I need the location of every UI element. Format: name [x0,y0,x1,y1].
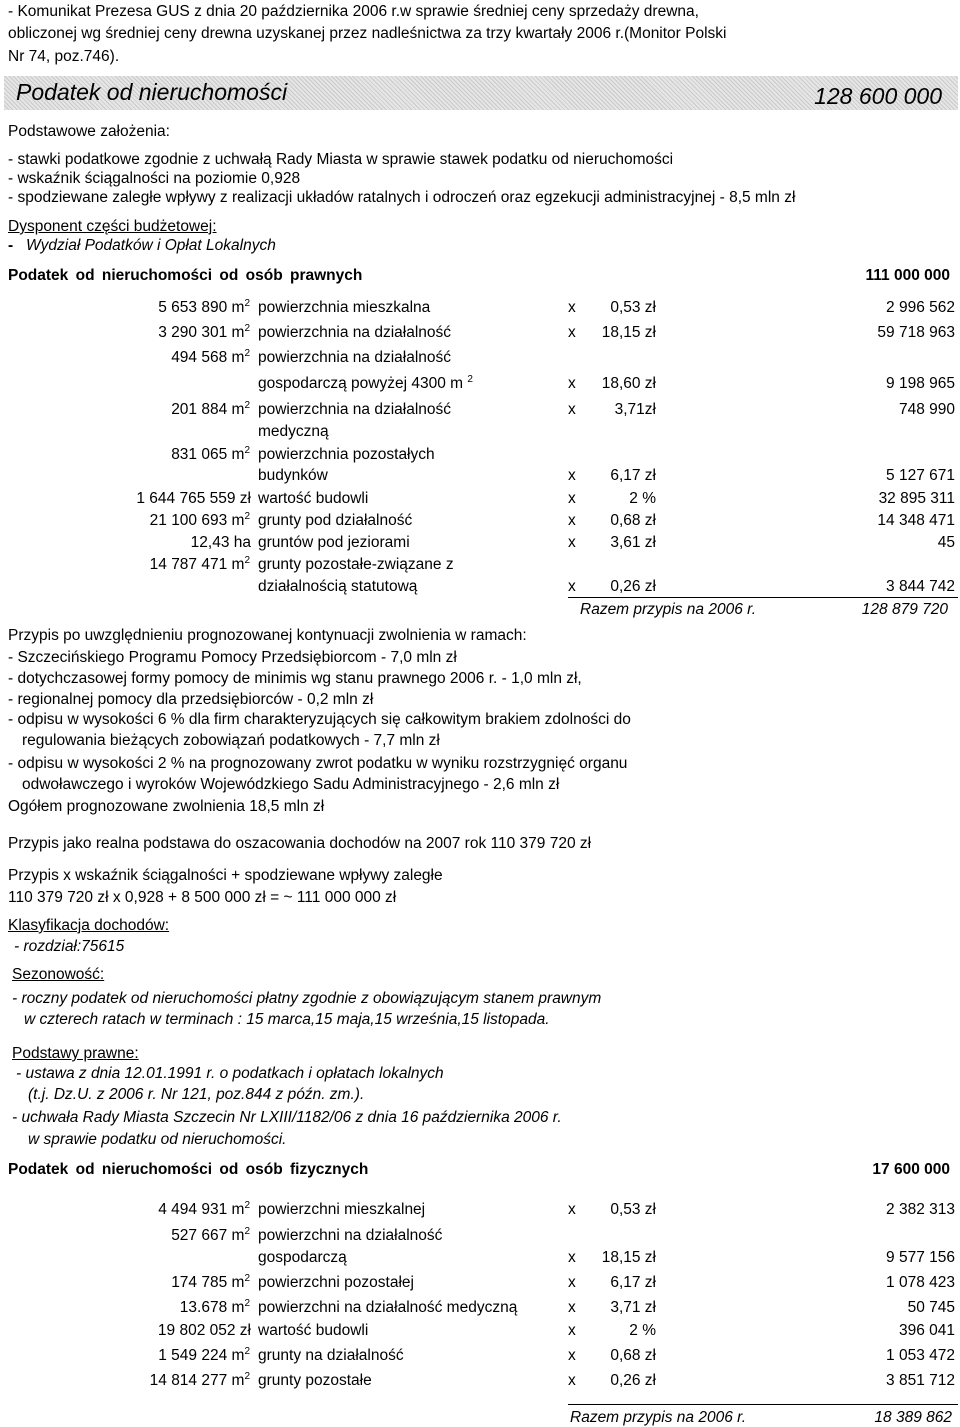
legal-row-amount: 2 996 562 [886,299,955,316]
natural-row-rate: 3,71 zł [610,1299,656,1316]
legal-row-desc: gruntów pod jeziorami [258,534,410,551]
superscript-2: 2 [244,1200,250,1211]
legal-row-amount: 5 127 671 [886,467,955,484]
superscript-2: 2 [244,1346,250,1357]
superscript-2: 2 [467,374,473,385]
legal-row-desc: powierzchnia mieszkalna [258,299,431,316]
natural-row-desc: powierzchni mieszkalnej [258,1201,426,1218]
legal-row-rate: 6,17 zł [610,467,656,484]
natural-row-amount: 1 053 472 [886,1347,955,1364]
natural-row-qty: 4 494 931 $m^2$ [158,1200,250,1218]
legal-row-multiply: x [568,490,576,507]
legal-row-desc-2: budynków [258,467,328,484]
legal-row-qty: 201 884 $m^2$ [171,400,250,418]
legal-row-desc: grunty pod działalność [258,512,413,529]
legal-row-rate: 18,60 zł [601,375,656,392]
superscript-2: 2 [244,323,250,334]
legal-row-multiply: x [568,401,576,418]
intro-line-3: Nr 74, poz.746). [8,48,120,65]
section-amount: 128 600 000 [814,83,942,109]
legal-row-rate: 2 % [629,490,656,507]
natural-row-amount: 1 078 423 [886,1274,955,1291]
relief-1: - Szczecińskiego Programu Pomocy Przedsiębiorcom - 7,0 mln zł [8,649,457,666]
legal-row-desc: powierzchnia na działalność [258,401,452,418]
legal-row-amount: 32 895 311 [878,490,955,507]
relief-total: Ogółem prognozowane zwolnienia 18,5 mln zł [8,798,325,815]
legal-row-desc: powierzchnia na działalność [258,324,452,341]
natural-row-amount: 396 041 [898,1322,955,1339]
legal-row-desc-2: gospodarczą powyżej 4300 m $^2$ [258,374,473,392]
natural-row-desc: powierzchni pozostałej [258,1274,414,1291]
legal-row-multiply: x [568,578,576,595]
natural-sum-value: 18 389 862 [874,1409,952,1426]
assumption-1: - stawki podatkowe zgodnie z uchwałą Rady Miasta w sprawie stawek podatku od nieruchomości [8,151,674,168]
superscript-2: 2 [244,1226,250,1237]
legal-row-qty: 1 644 765 559 zł [136,490,251,507]
natural-row-rate: 0,68 zł [610,1347,656,1364]
natural-row-multiply: x [568,1201,576,1218]
natural-row-rate: 0,26 zł [610,1372,656,1389]
legal-row-amount: 14 348 471 [877,512,955,529]
legal-row-qty: 12,43 ha [190,534,251,551]
natural-row-qty: 527 667 $m^2$ [171,1226,250,1244]
natural-row-qty: 19 802 052 zł [157,1322,251,1339]
legal-row-amount: 3 844 742 [886,578,955,595]
natural-row-qty: 14 814 277 $m^2$ [149,1371,250,1389]
assumptions-heading: Podstawowe założenia: [8,123,170,140]
intro-line-1: - Komunikat Prezesa GUS z dnia 20 października 2006 r.w sprawie średniej ceny sprzedaży drewna, [8,3,699,20]
legal-row-desc: powierzchnia na działalność [258,349,452,366]
superscript-2: 2 [244,1273,250,1284]
legal-row-multiply: x [568,467,576,484]
legal-row-rate: 0,68 zł [610,512,656,529]
legal-row-desc-2: działalnością statutową [258,578,418,595]
legal-row-qty: 831 065 $m^2$ [171,445,250,463]
natural-row-multiply: x [568,1249,576,1266]
relief-3: - regionalnej pomocy dla przedsiębiorców - 0,2 mln zł [8,691,374,708]
natural-total: 17 600 000 [872,1161,950,1178]
natural-row-amount: 9 577 156 [886,1249,955,1266]
legal-heading: Podatek od nieruchomości od osób prawnych [8,267,363,284]
section-title: Podatek od nieruchomości [16,79,288,105]
legal-row-multiply: x [568,534,576,551]
legal-row-qty: 21 100 693 $m^2$ [149,511,250,529]
natural-row-qty: 174 785 $m^2$ [171,1273,250,1291]
natural-row-multiply: x [568,1322,576,1339]
relief-2: - dotychczasowej formy pomocy de minimis wg stanu prawnego 2006 r. - 1,0 mln zł, [8,670,582,687]
relief-heading: Przypis po uwzględnieniu prognozowanej kontynuacji zwolnienia w ramach: [8,627,527,644]
dysponent-value: Wydział Podatków i Opłat Lokalnych [26,237,276,254]
relief-7: odwoławczego i wyroków Wojewódzkiego Sadu Administracyjnego - 2,6 mln zł [22,776,560,793]
natural-row-desc: grunty pozostałe [258,1372,372,1389]
legal-row-desc: powierzchnia pozostałych [258,446,435,463]
natural-row-amount: 2 382 313 [886,1201,955,1218]
seasonality-1: - roczny podatek od nieruchomości płatny zgodnie z obowiązującym stanem prawnym [12,990,602,1007]
dysponent-heading: Dysponent części budżetowej: [8,218,217,235]
legal-row-rate: 0,53 zł [610,299,656,316]
legal-row-amount: 45 [937,534,955,551]
natural-row-desc: powierzchni na działalność medyczną [258,1299,518,1316]
seasonality-heading: Sezonowość: [12,966,105,983]
legal-row-multiply: x [568,512,576,529]
assumption-3: - spodziewane zaległe wpływy z realizacji układów ratalnych i odroczeń oraz egzekucji administracyjnej - 8,5 mln zł [8,189,796,206]
relief-6: - odpisu w wysokości 2 % na prognozowany zwrot podatku w wyniku rozstrzygnięć organu [8,755,628,772]
legal-row-multiply: x [568,299,576,316]
legal-sum-value: 128 879 720 [861,601,948,618]
legal-row-amount: 59 718 963 [877,324,955,341]
natural-row-desc: grunty na działalność [258,1347,404,1364]
natural-row-amount: 50 745 [907,1299,955,1316]
legal-row-qty: 14 787 471 $m^2$ [149,555,250,573]
legal-basis-2: (t.j. Dz.U. z 2006 r. Nr 121, poz.844 z późn. zm.). [28,1086,365,1103]
formula-line-2: 110 379 720 zł x 0,928 + 8 500 000 zł = ~ 111 000 000 zł [8,889,397,906]
classification-value: - rozdział:75615 [14,938,125,955]
natural-row-qty: 1 549 224 $m^2$ [158,1346,250,1364]
legal-row-desc-2: medyczną [258,423,329,440]
legal-row-amount: 9 198 965 [886,375,955,392]
natural-row-rate: 0,53 zł [610,1201,656,1218]
superscript-2: 2 [244,1298,250,1309]
natural-row-multiply: x [568,1347,576,1364]
legal-basis-1: - ustawa z dnia 12.01.1991 r. o podatkach i opłatach lokalnych [16,1065,444,1082]
legal-row-qty: 494 568 $m^2$ [171,348,250,366]
superscript-2: 2 [244,1371,250,1382]
natural-row-qty: 13.678 $m^2$ [179,1298,250,1316]
natural-row-desc-2: gospodarczą [258,1249,347,1266]
natural-heading: Podatek od nieruchomości od osób fizycznych [8,1161,369,1178]
legal-basis-4: w sprawie podatku od nieruchomości. [28,1131,287,1148]
superscript-2: 2 [244,555,250,566]
legal-sum-label: Razem przypis na 2006 r. [580,601,757,618]
legal-row-multiply: x [568,324,576,341]
natural-sum-label: Razem przypis na 2006 r. [570,1409,747,1426]
natural-row-desc: wartość budowli [258,1322,369,1339]
legal-row-desc: grunty pozostałe-związane z [258,556,454,573]
legal-row-rate: 18,15 zł [601,324,656,341]
intro-line-2: obliczonej wg średniej ceny drewna uzyskanej przez nadleśnictwa za trzy kwartały 2006 r.(Monitor Polski [8,25,727,42]
natural-row-rate: 18,15 zł [601,1249,656,1266]
legal-row-qty: 5 653 890 $m^2$ [158,298,250,316]
legal-row-qty: 3 290 301 $m^2$ [158,323,250,341]
legal-basis-heading: Podstawy prawne: [12,1045,139,1062]
legal-row-desc: wartość budowli [258,490,369,507]
natural-row-multiply: x [568,1274,576,1291]
natural-row-desc: powierzchni na działalność [258,1227,443,1244]
legal-total: 111 000 000 [865,267,950,284]
relief-5: regulowania bieżących zobowiązań podatkowych - 7,7 mln zł [22,732,440,749]
superscript-2: 2 [244,511,250,522]
legal-row-rate: 3,71zł [614,401,656,418]
legal-sum-rule [568,597,958,598]
dysponent-dash: - [8,237,14,254]
natural-sum-rule [568,1404,958,1405]
formula-line-1: Przypis x wskaźnik ściągalności + spodziewane wpływy zaległe [8,867,443,884]
natural-row-rate: 6,17 zł [610,1274,656,1291]
natural-row-multiply: x [568,1299,576,1316]
relief-4: - odpisu w wysokości 6 % dla firm charakteryzujących się całkowitym brakiem zdolności do [8,711,631,728]
superscript-2: 2 [244,298,250,309]
legal-basis-3: - uchwała Rady Miasta Szczecin Nr LXIII/1182/06 z dnia 16 października 2006 r. [12,1109,562,1126]
superscript-2: 2 [244,348,250,359]
superscript-2: 2 [244,445,250,456]
natural-row-multiply: x [568,1372,576,1389]
natural-row-amount: 3 851 712 [886,1372,955,1389]
natural-row-rate: 2 % [629,1322,656,1339]
assumption-2: - wskaźnik ściągalności na poziomie 0,928 [8,170,301,187]
legal-row-multiply: x [568,375,576,392]
legal-row-rate: 3,61 zł [610,534,656,551]
legal-row-rate: 0,26 zł [610,578,656,595]
classification-heading: Klasyfikacja dochodów: [8,917,170,934]
legal-row-amount: 748 990 [898,401,955,418]
superscript-2: 2 [244,400,250,411]
seasonality-2: w czterech ratach w terminach : 15 marca,15 maja,15 września,15 listopada. [24,1011,550,1028]
realistic-basis: Przypis jako realna podstawa do oszacowania dochodów na 2007 rok 110 379 720 zł [8,835,592,852]
